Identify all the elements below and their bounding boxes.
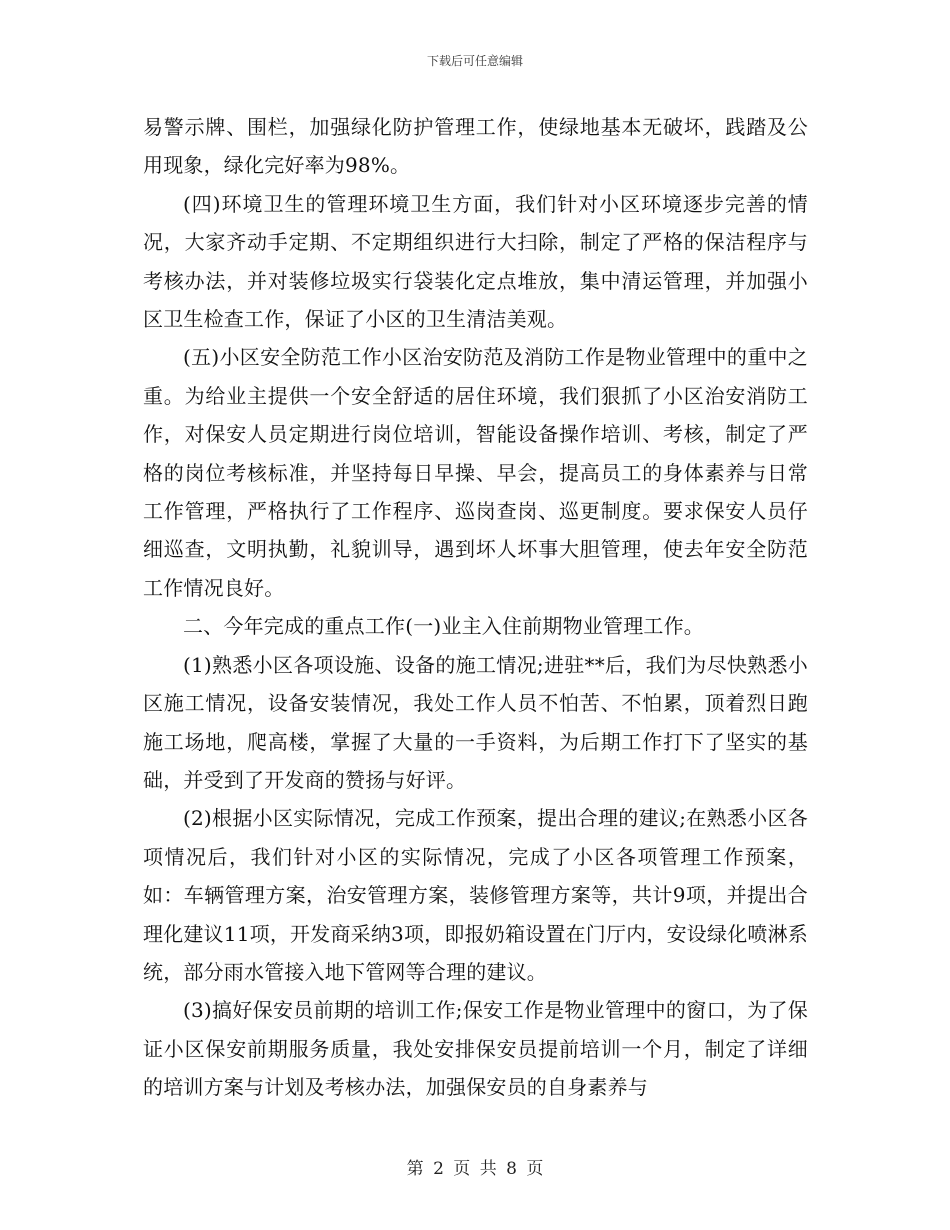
paragraph-item-3: (3)搞好保安员前期的培训工作;保安工作是物业管理中的窗口，为了保证小区保安前期服务质量，我处安排保安员提前培训一个月，制定了详细的培训方案与计划及考核办法，加强保安员的自身素养与 <box>143 998 808 1100</box>
paragraph-environment-hygiene: (四)环境卫生的管理环境卫生方面，我们针对小区环境逐步完善的情况，大家齐动手定期、不定期组织进行大扫除，制定了严格的保洁程序与考核办法，并对装修垃圾实行袋装化定点堆放，集中清运管理，并加强小区卫生检查工作，保证了小区的卫生清洁美观。 <box>143 191 808 332</box>
paragraph-security: (五)小区安全防范工作小区治安防范及消防工作是物业管理中的重中之重。为给业主提供一个安全舒适的居住环境，我们狠抓了小区治安消防工作，对保安人员定期进行岗位培训，智能设备操作培训、考核，制定了严格的岗位考核标准，并坚持每日早操、早会，提高员工的身体素养与日常工作管理，严格执行了工作程序、巡岗查岗、巡更制度。要求保安人员仔细巡查，文明执勤，礼貌训导，遇到坏人坏事大胆管理，使去年安全防范工作情况良好。 <box>143 345 808 600</box>
paragraph-continuation: 易警示牌、围栏，加强绿化防护管理工作，使绿地基本无破坏，践踏及公用现象，绿化完好率为98%。 <box>143 115 808 178</box>
document-body <box>143 108 808 1107</box>
paragraph-item-1: (1)熟悉小区各项设施、设备的施工情况;进驻**后，我们为尽快熟悉小区施工情况，设备安装情况，我处工作人员不怕苦、不怕累，顶着烈日跑施工场地，爬高楼，掌握了大量的一手资料，为后期工作打下了坚实的基础，并受到了开发商的赞扬与好评。 <box>143 652 808 792</box>
paragraph-key-work-heading: 二、今年完成的重点工作(一)业主入住前期物业管理工作。 <box>183 614 705 639</box>
page-header: 下载后可任意编辑 <box>426 54 523 68</box>
paragraph-item-2: (2)根据小区实际情况，完成工作预案，提出合理的建议;在熟悉小区各项情况后，我们针对小区的实际情况，完成了小区各项管理工作预案，如：车辆管理方案，治安管理方案，装修管理方案等，共计9项，并提出合理化建议11项，开发商采纳3项，即报奶箱设置在门厅内，安设绿化喷淋系统，部分雨水管接入地下管网等合理的建议。 <box>143 806 808 984</box>
page-footer: 第 2 页 共 8 页 <box>406 1159 544 1179</box>
